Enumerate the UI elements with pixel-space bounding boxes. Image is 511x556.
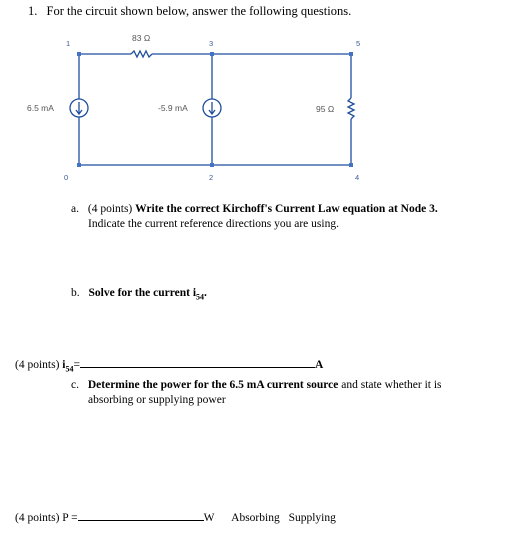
part-b-prompt bbox=[88, 287, 207, 302]
question-number: 1. bbox=[28, 4, 38, 18]
answer-b-var bbox=[62, 359, 74, 374]
node-label-1: 1 bbox=[66, 39, 71, 48]
part-c-letter: c. bbox=[71, 379, 79, 391]
part-c-line2: absorbing or supplying power bbox=[88, 394, 226, 406]
answer-c bbox=[15, 508, 336, 525]
node-label-4: 4 bbox=[355, 173, 360, 182]
answer-b-var-letter: i bbox=[62, 359, 66, 371]
resistor-83 bbox=[131, 51, 152, 57]
part-b-end: . bbox=[204, 287, 207, 299]
current-source-middle bbox=[203, 99, 221, 117]
part-b-prompt-text: Solve for the current i bbox=[88, 287, 197, 299]
node-label-3: 3 bbox=[209, 39, 214, 48]
part-c-rest: and state whether it is bbox=[338, 379, 442, 391]
part-a-line2: Indicate the current reference directions you are using. bbox=[88, 218, 339, 230]
answer-c-supplying[interactable]: Supplying bbox=[288, 512, 336, 524]
part-b bbox=[71, 286, 207, 304]
node-label-2: 2 bbox=[209, 173, 214, 182]
answer-c-unit: W bbox=[203, 512, 215, 524]
node-dot-0 bbox=[77, 163, 81, 167]
part-c-prompt: Determine the power for the 6.5 mA current source bbox=[87, 379, 339, 391]
node-dot-5 bbox=[349, 52, 353, 56]
part-a-points: (4 points) bbox=[87, 203, 133, 215]
part-a-prompt: Write the correct Kirchoff's Current Law equation at Node 3. bbox=[135, 203, 438, 215]
source-label-left: 6.5 mA bbox=[27, 103, 54, 113]
resistor-label-95: 95 Ω bbox=[316, 104, 335, 114]
question-text: For the circuit shown below, answer the following questions. bbox=[46, 4, 352, 18]
resistor-95 bbox=[348, 98, 354, 119]
node-label-5: 5 bbox=[356, 39, 361, 48]
node-label-0: 0 bbox=[64, 173, 69, 182]
answer-b bbox=[15, 355, 323, 376]
part-b-subscript: 54 bbox=[196, 292, 205, 302]
answer-b-points: (4 points) bbox=[15, 359, 60, 371]
part-a bbox=[71, 202, 438, 216]
part-b-letter: b. bbox=[71, 287, 80, 299]
answer-b-unit: A bbox=[314, 359, 324, 371]
node-dot-4 bbox=[349, 163, 353, 167]
part-a-letter: a. bbox=[71, 203, 79, 215]
part-c bbox=[71, 378, 442, 392]
source-label-middle: -5.9 mA bbox=[158, 103, 188, 113]
node-dot-3 bbox=[210, 52, 214, 56]
answer-b-var-sub: 54 bbox=[65, 364, 74, 374]
current-source-left bbox=[70, 99, 88, 117]
answer-c-blank[interactable] bbox=[78, 508, 204, 521]
answer-b-eq: = bbox=[73, 359, 80, 371]
node-dot-1 bbox=[77, 52, 81, 56]
resistor-label-83: 83 Ω bbox=[132, 33, 151, 43]
answer-b-blank[interactable] bbox=[80, 355, 315, 368]
circuit-diagram bbox=[0, 0, 511, 190]
answer-c-absorbing[interactable]: Absorbing bbox=[231, 512, 280, 524]
answer-c-label: (4 points) P = bbox=[15, 512, 78, 524]
node-dot-2 bbox=[210, 163, 214, 167]
